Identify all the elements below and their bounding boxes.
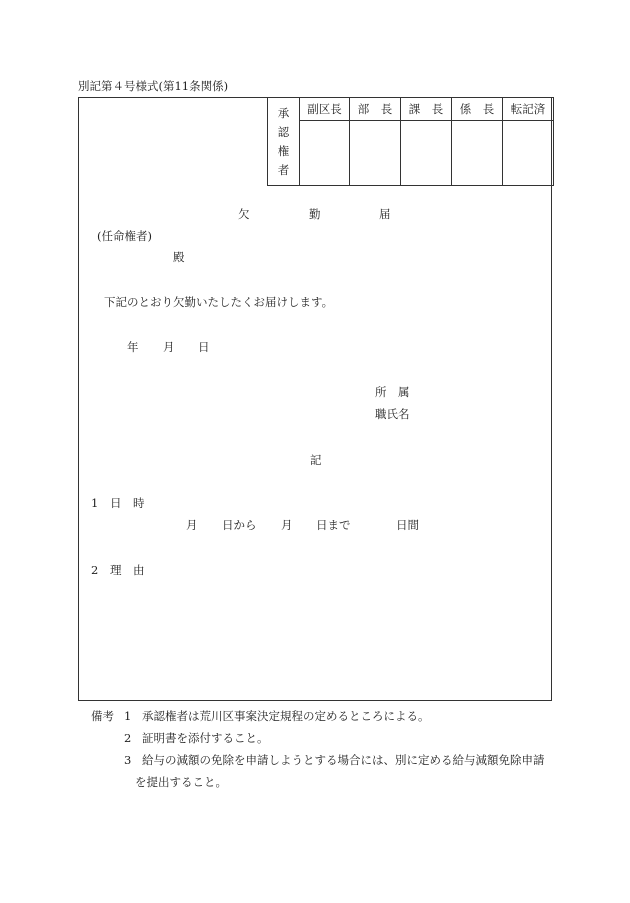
form-frame	[78, 97, 552, 701]
col-deputy-mayor: 副区長	[300, 98, 350, 121]
approver-label: 承 認 権 者	[268, 98, 300, 186]
note-2: 証明書を添付すること。	[142, 731, 269, 745]
approval-table	[267, 97, 554, 186]
stamp-posted[interactable]	[503, 121, 554, 186]
statement-text: 下記のとおり欠勤いたしたくお届けします。	[104, 295, 334, 309]
name-label: 職氏名	[375, 407, 410, 421]
notes-head: 備考	[91, 709, 114, 723]
addressee-label: (任命権者)	[97, 229, 152, 243]
col-posted: 転記済	[503, 98, 554, 121]
stamp-deputy-mayor[interactable]	[300, 121, 350, 186]
stamp-subsection-head[interactable]	[452, 121, 503, 186]
stamp-section-head[interactable]	[401, 121, 452, 186]
ki-heading: 記	[310, 453, 322, 467]
col-subsection-head: 係 長	[452, 98, 503, 121]
col-section-head: 課 長	[401, 98, 452, 121]
note-3-line-2: を提出すること。	[135, 775, 227, 789]
honorific: 殿	[173, 250, 185, 264]
form-reference: 別記第４号様式(第11条関係)	[78, 79, 229, 93]
stamp-dept-head[interactable]	[350, 121, 401, 186]
note-1: 承認権者は荒川区事案決定規程の定めるところによる。	[142, 709, 430, 723]
note-3-line-1: 給与の減額の免除を申請しようとする場合には、別に定める給与減額免除申請	[142, 753, 545, 767]
affiliation-label: 所 属	[375, 385, 410, 399]
col-dept-head: 部 長	[350, 98, 401, 121]
